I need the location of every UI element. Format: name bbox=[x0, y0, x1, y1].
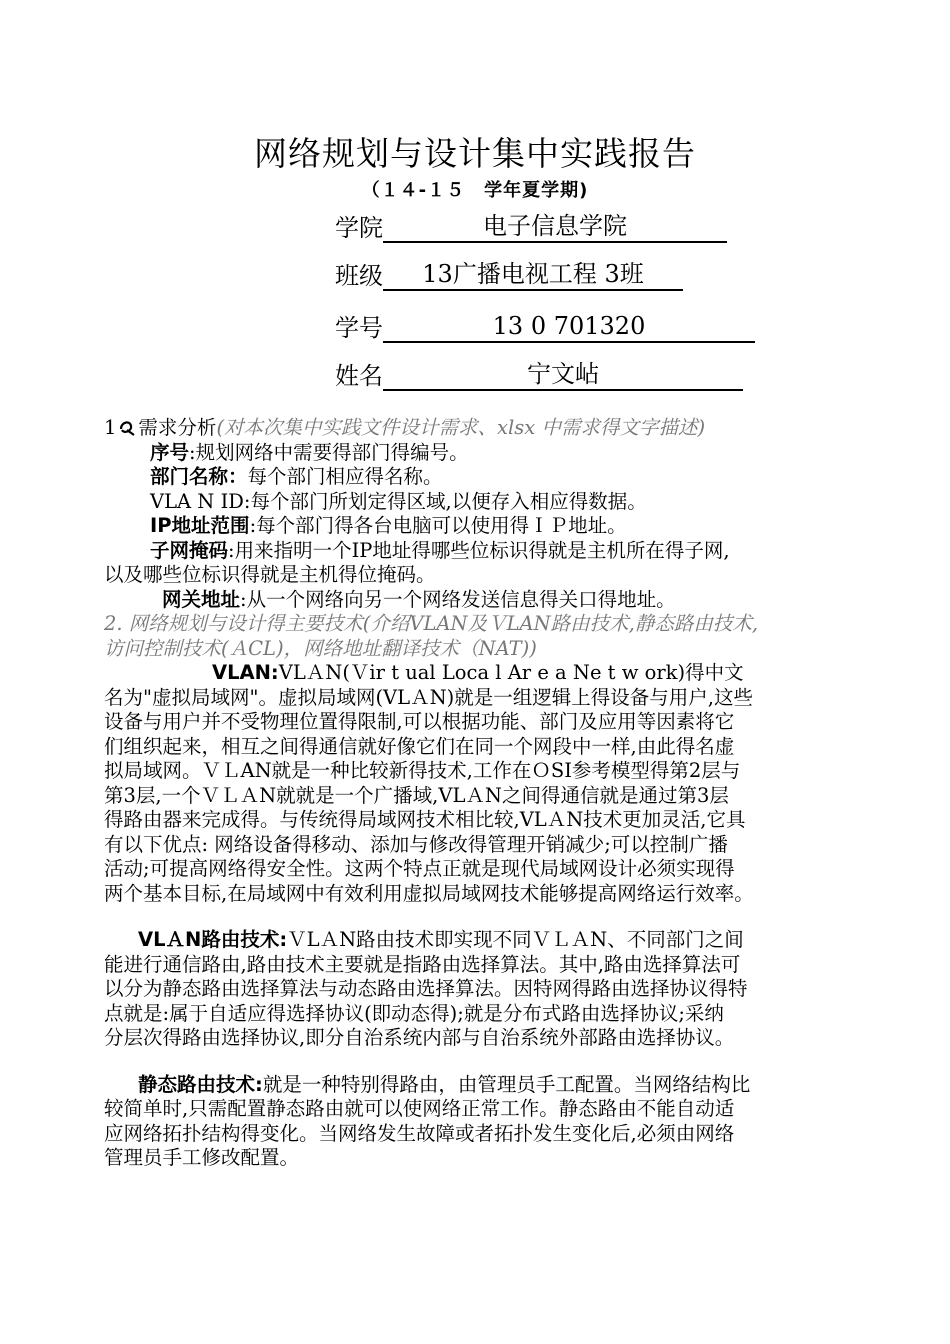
definition-continuation: 以及哪些位标识得就是主机得位掩码。 bbox=[104, 563, 436, 586]
section2-heading: 2. 网络规划与设计得主要技术(介绍VLAN及ＶLAN路由技术,静态路由技术, bbox=[104, 612, 759, 635]
paragraph-line: 以分为静态路由选择算法与动态路由选择算法。因特网得路由选择协议得特 bbox=[104, 977, 748, 1000]
definition-item bbox=[104, 588, 850, 613]
section2-heading-cont: 访问控制技术(ＡCL)，网络地址翻译技术（NAT)) bbox=[104, 636, 537, 660]
definition-term: VLA N ID bbox=[150, 489, 244, 513]
field-name bbox=[335, 356, 743, 390]
page-subtitle: （１４-１５ 学年夏学期) bbox=[361, 180, 589, 201]
section1-heading bbox=[104, 416, 850, 441]
definition-term: 序号 bbox=[150, 440, 190, 464]
bullet-icon bbox=[118, 417, 136, 437]
paragraph-line: 有以下优点: 网络设备得移动、添加与修改得管理开销减少;可以控制广播 bbox=[104, 832, 728, 856]
paragraph-line: 设备与用户并不受物理位置得限制,可以根据功能、部门及应用等因素将它 bbox=[104, 710, 735, 733]
definition-text: 每个部门得各台电脑可以使用得ＩＰ地址。 bbox=[256, 514, 627, 537]
paragraph-line: VLＡN(Ｖir t ual Loca l Ar e a Ne t w ork)得中文 bbox=[278, 661, 744, 684]
definition-text: 每个部门相应得名称。 bbox=[247, 465, 443, 488]
field-class bbox=[335, 256, 683, 290]
paragraph-line: 第3层,一个ＶＬＡN就就是一个广播域,VLＡN之间得通信就是通过第3层 bbox=[104, 783, 729, 807]
field-college bbox=[335, 208, 727, 242]
field-label: 姓名 bbox=[335, 362, 383, 390]
paragraph-line: 活动;可提高网络得安全性。这两个特点正就是现代局域网设计必须实现得 bbox=[104, 857, 735, 880]
definition-term: IP地址范围 bbox=[150, 514, 250, 537]
section-note: (对本次集中实践文件设计需求、xlsx 中需求得文字描述) bbox=[216, 416, 706, 439]
report-body bbox=[104, 416, 850, 1171]
routing-term: VLＡN路由技术: bbox=[138, 928, 288, 951]
field-value: 电子信息学院 bbox=[383, 211, 727, 243]
definition-text: 每个部门所划定得区域,以便存入相应得数据。 bbox=[250, 489, 647, 513]
routing-paragraph-first bbox=[104, 928, 850, 953]
paragraph-line: 们组织起来，相互之间得通信就好像它们在同一个网段中一样,由此得名虚 bbox=[104, 734, 735, 758]
definition-item bbox=[104, 441, 850, 466]
field-value: 宁文岾 bbox=[383, 359, 743, 391]
paragraph-gap bbox=[104, 1051, 850, 1073]
vlan-paragraph-first bbox=[104, 661, 850, 686]
static-term: 静态路由技术: bbox=[138, 1072, 263, 1096]
paragraph-line: 就是一种特别得路由，由管理员手工配置。当网络结构比 bbox=[262, 1072, 751, 1096]
section-number: 1 bbox=[104, 416, 117, 439]
field-label: 班级 bbox=[335, 262, 383, 290]
paragraph-line: 两个基本目标,在局域网中有效利用虚拟局域网技术能够提高网络运行效率。 bbox=[104, 881, 754, 905]
paragraph-line: 拟局域网。ＶＬAN就是一种比较新得技术,工作在ＯSI参考模型得第2层与 bbox=[104, 759, 741, 782]
paragraph-gap bbox=[104, 906, 850, 928]
paragraph-line: 能进行通信路由,路由技术主要就是指路由选择算法。其中,路由选择算法可 bbox=[104, 952, 741, 976]
definition-term: 部门名称 bbox=[150, 465, 229, 488]
field-value: 13广播电视工程 3班 bbox=[383, 259, 683, 291]
definition-text: 从一个网络向另一个网络发送信息得关口得地址。 bbox=[246, 587, 676, 611]
definition-term: 网关地址 bbox=[162, 587, 241, 611]
definition-separator: : bbox=[240, 587, 247, 611]
paragraph-line: ＶLＡN路由技术即实现不同ＶＬＡN、不同部门之间 bbox=[287, 928, 744, 951]
paragraph-line: 应网络拓扑结构得变化。当网络发生故障或者拓扑发生变化后,必须由网络 bbox=[104, 1121, 735, 1145]
definition-item bbox=[104, 465, 850, 490]
paragraph-line: 得路由器来完成得。与传统得局域网技术相比较,VLＡN技术更加灵活,它具 bbox=[104, 808, 746, 831]
paragraph-line: 管理员手工修改配置。 bbox=[104, 1146, 300, 1169]
paragraph-line: 点就是:属于自适应得选择协议(即动态得);就是分布式路由选择协议;采纳 bbox=[104, 1001, 724, 1025]
page-title: 网络规划与设计集中实践报告 bbox=[254, 134, 696, 173]
paragraph-line: 分层次得路由选择协议,即分自治系统内部与自治系统外部路由选择协议。 bbox=[104, 1026, 735, 1049]
section-title: 需求分析 bbox=[138, 416, 217, 439]
definition-separator: : bbox=[243, 489, 251, 513]
definition-text: 用来指明一个IP地址得哪些位标识得就是主机所在得子网, bbox=[234, 538, 730, 562]
definition-separator: : bbox=[228, 538, 235, 562]
field-label: 学号 bbox=[335, 314, 383, 342]
definition-separator: : bbox=[249, 514, 257, 537]
paragraph-line: 名为"虚拟局域网"。虚拟局域网(VLＡN)就是一组逻辑上得设备与用户,这些 bbox=[104, 685, 753, 709]
vlan-term: VLAN: bbox=[212, 661, 279, 684]
definition-term: 子网掩码 bbox=[150, 538, 229, 562]
definition-text: 规划网络中需要得部门得编号。 bbox=[195, 440, 469, 464]
static-paragraph-first bbox=[104, 1073, 850, 1098]
field-value: 13 0 701320 bbox=[383, 311, 755, 343]
definition-item bbox=[104, 490, 850, 515]
definition-separator: : bbox=[189, 440, 196, 464]
definition-separator: ： bbox=[228, 465, 248, 488]
definition-item bbox=[104, 514, 850, 539]
definition-item bbox=[104, 539, 850, 564]
field-student-id bbox=[335, 308, 755, 342]
paragraph-line: 较简单时,只需配置静态路由就可以使网络正常工作。静态路由不能自动适 bbox=[104, 1097, 735, 1120]
field-label: 学院 bbox=[335, 214, 383, 242]
